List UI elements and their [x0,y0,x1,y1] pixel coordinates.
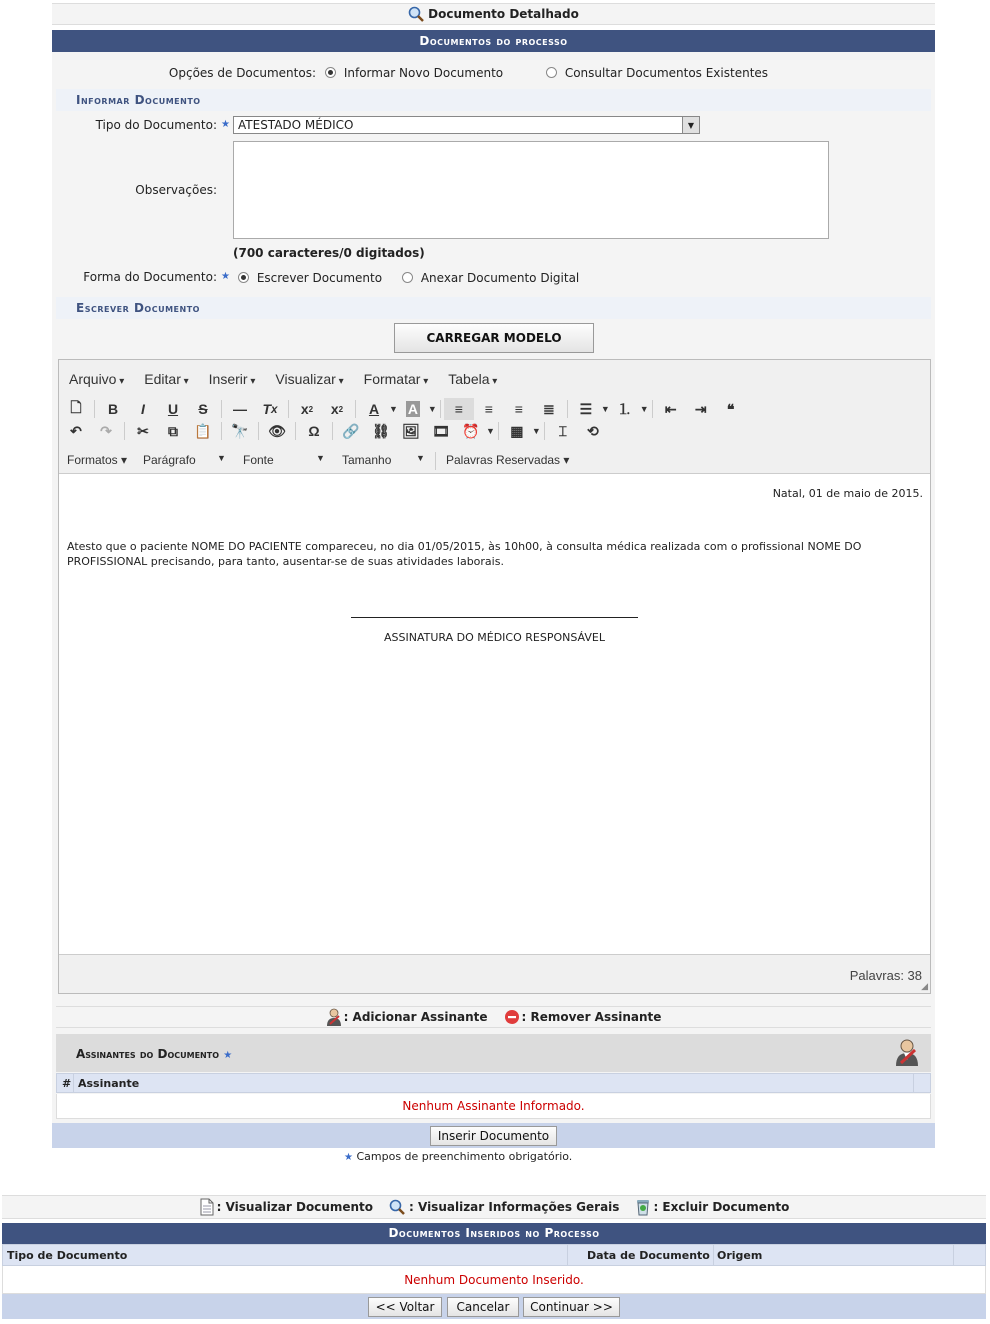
dropdown-fonte[interactable]: Fonte [243,453,274,467]
signature-label: ASSINATURA DO MÉDICO RESPONSÁVEL [384,631,605,644]
section-informar-title: Informar Documento [56,89,931,111]
numbered-list-icon[interactable]: ⒈ [617,401,632,417]
clear-format-icon[interactable]: T x [262,401,278,417]
table-icon[interactable]: ▦ [510,422,524,439]
chevron-down-icon[interactable]: ▼ [217,453,226,463]
dropdown-tamanho[interactable]: Tamanho [342,453,392,467]
page-break-icon[interactable]: ⌶ [558,422,568,439]
options-label: Opções de Documentos: [168,66,316,80]
obs-label: Observações: [135,183,217,197]
option-new-document[interactable] [325,66,503,80]
body-paragraph: Atesto que o paciente NOME DO PACIENTE compareceu, no dia 01/05/2015, às 10h00, à consulta médica realizada com o profissional NOME DO PROFISSIONAL precisando, para tanto, ausentar-se de suas atividades laborais. [67,540,862,568]
legend-info [389,1199,619,1215]
redo-icon[interactable]: ↷ [100,422,112,439]
chevron-down-icon[interactable]: ▼ [682,117,699,133]
unlink-icon[interactable]: ⛓ [372,422,390,439]
remove-icon [504,1009,520,1025]
preview-icon[interactable]: 👁 [268,422,286,439]
signature-line [351,617,638,618]
voltar-button[interactable]: << Voltar [368,1297,442,1317]
subscript-icon[interactable]: x 2 [300,401,314,417]
background-color-icon[interactable]: A [407,401,418,417]
outdent-icon[interactable]: ⇤ [664,400,677,417]
add-signer-icon [326,1008,342,1026]
editor-menubar [59,360,930,398]
bullet-list-icon[interactable]: ☰ [579,400,593,417]
new-document-icon[interactable]: 🗋 [70,399,82,415]
media-icon[interactable]: 🎞 [432,422,450,439]
superscript-icon[interactable]: x 2 [330,401,344,417]
legend-info-label: : Visualizar Informações Gerais [409,1200,620,1214]
col-tipo: Tipo de Documento [7,1249,128,1262]
signers-header [56,1034,931,1072]
image-icon[interactable]: 🖼 [402,422,420,439]
radio-escrever[interactable] [238,272,249,283]
italic-icon[interactable]: I [141,401,145,417]
signers-legend [56,1006,931,1028]
required-note [344,1150,572,1163]
text-color-icon[interactable]: A [368,401,380,417]
menu-tabela[interactable]: Tabela ▾ [448,371,497,387]
tipo-select-value: ATESTADO MÉDICO [238,118,354,132]
col-assinante: Assinante [78,1077,140,1090]
main-caption: Documentos do processo [52,30,935,52]
toolbar-row-3 [59,452,930,472]
horizontal-rule-icon[interactable]: — [233,401,247,417]
toolbar-row-2: ↶ ↷ ✂ ⧉ 📋 🔭 👁 Ω 🔗 ⛓ 🖼 🎞 ⏰ ▼ ▦ ▼ ⌶ ⟲ [59,420,930,442]
legend-detalhado-label: Documento Detalhado [428,7,579,21]
bold-icon[interactable]: B [107,401,119,417]
section-escrever-title: Escrever Documento [56,297,931,319]
required-star: ★ [221,119,230,130]
forma-escrever[interactable] [238,271,382,285]
col-data: Data de Documento [587,1249,710,1262]
word-count: Palavras: 38 [849,968,922,983]
signers-title: Assinantes do Documento ★ [76,1047,233,1061]
copy-icon[interactable]: ⧉ [168,422,178,439]
radio-existing-documents[interactable] [546,67,557,78]
date-line: Natal, 01 de maio de 2015. [772,487,923,500]
dropdown-palavras-reservadas[interactable]: Palavras Reservadas ▾ [446,453,570,467]
option-existing-documents[interactable] [546,66,768,80]
chevron-down-icon[interactable]: ▼ [316,453,325,463]
add-signer-icon[interactable] [894,1038,920,1066]
trash-icon [635,1198,651,1216]
align-justify-icon[interactable]: ≣ [542,400,555,417]
align-right-icon[interactable]: ≡ [514,401,523,417]
inserted-empty-message: Nenhum Documento Inserido. [2,1266,986,1294]
menu-inserir[interactable]: Inserir ▾ [209,371,256,387]
signers-table-head [56,1073,931,1093]
inserted-table-head [2,1244,986,1266]
editor-content[interactable] [59,474,930,954]
editor-statusbar [59,954,930,993]
col-hash: # [62,1077,72,1090]
cut-icon[interactable]: ✂ [137,422,149,439]
align-center-icon[interactable]: ≡ [484,401,493,417]
editor-toolbar-area [59,360,930,474]
legend-view-label: : Visualizar Documento [216,1200,374,1214]
indent-icon[interactable]: ⇥ [694,400,707,417]
continuar-button[interactable]: Continuar >> [523,1297,620,1317]
legend-delete-label: : Excluir Documento [653,1200,790,1214]
option-existing-documents-label: Consultar Documentos Existentes [564,66,769,80]
legend-detalhado [408,6,579,22]
option-new-document-label: Informar Novo Documento [343,66,504,80]
document-icon [199,1198,215,1216]
align-left-icon[interactable]: ≡ [444,398,474,420]
legend-remove-signer [504,1009,662,1025]
inserir-documento-button[interactable]: Inserir Documento [430,1126,557,1146]
dropdown-formatos[interactable]: Formatos ▾ [67,453,128,467]
legend-view-document [199,1198,373,1216]
magnifier-icon [389,1199,407,1215]
required-star: ★ [221,271,230,282]
menu-formatar[interactable]: Formatar ▾ [364,371,429,387]
find-icon[interactable]: 🔭 [231,422,249,439]
undo-icon[interactable]: ↶ [70,422,82,439]
legend-add-signer-label: : Adicionar Assinante [343,1010,488,1024]
col-origem: Origem [717,1249,763,1262]
obs-textarea[interactable] [233,141,829,239]
special-char-icon[interactable]: Ω [308,423,320,439]
strikethrough-icon[interactable]: S [198,401,208,417]
required-note-text: Campos de preenchimento obrigatório. [356,1150,573,1163]
dropdown-paragrafo[interactable]: Parágrafo [143,453,196,467]
radio-new-document[interactable] [325,67,336,78]
obs-counter: (700 caracteres/0 digitados) [233,246,425,260]
required-star: ★ [344,1152,353,1163]
signers-empty-message: Nenhum Assinante Informado. [56,1094,931,1119]
bottom-legend [2,1195,986,1219]
legend-delete [635,1198,789,1216]
forma-escrever-label: Escrever Documento [256,271,383,285]
datetime-icon[interactable]: ⏰ [462,422,480,439]
menu-arquivo[interactable]: Arquivo ▾ [69,371,124,387]
cancelar-button[interactable]: Cancelar [447,1297,519,1317]
forma-anexar-label: Anexar Documento Digital [420,271,580,285]
top-legend [52,3,935,25]
blockquote-icon[interactable]: ❝ [726,400,735,417]
paste-icon[interactable]: 📋 [194,422,212,439]
radio-anexar[interactable] [402,272,413,283]
tipo-label: Tipo do Documento: [95,118,217,132]
legend-add-signer [326,1008,488,1026]
forma-label: Forma do Documento: [83,270,217,284]
carregar-modelo-button[interactable]: CARREGAR MODELO [394,323,594,353]
menu-visualizar[interactable]: Visualizar ▾ [275,371,343,387]
link-icon[interactable]: 🔗 [342,422,360,439]
chevron-down-icon[interactable]: ▼ [416,453,425,463]
tipo-select[interactable] [233,116,700,134]
inserted-caption: Documentos Inseridos no Processo [2,1223,986,1244]
rich-text-editor [58,359,931,994]
legend-remove-signer-label: : Remover Assinante [521,1010,662,1024]
restore-icon[interactable]: ⟲ [586,422,599,439]
menu-editar[interactable]: Editar ▾ [144,371,188,387]
underline-icon[interactable]: U [167,401,179,417]
toolbar-row-1: 🗋 B I U S — T x x 2 x 2 A ▼ A ▼ ≡ ≡ ≡ ≣ ☰ ▼ ⒈ ▼ ⇤ ⇥ ❝ [59,398,930,420]
forma-anexar[interactable] [402,271,579,285]
magnifier-icon [408,6,426,22]
resize-handle[interactable]: ◢ [921,982,928,992]
